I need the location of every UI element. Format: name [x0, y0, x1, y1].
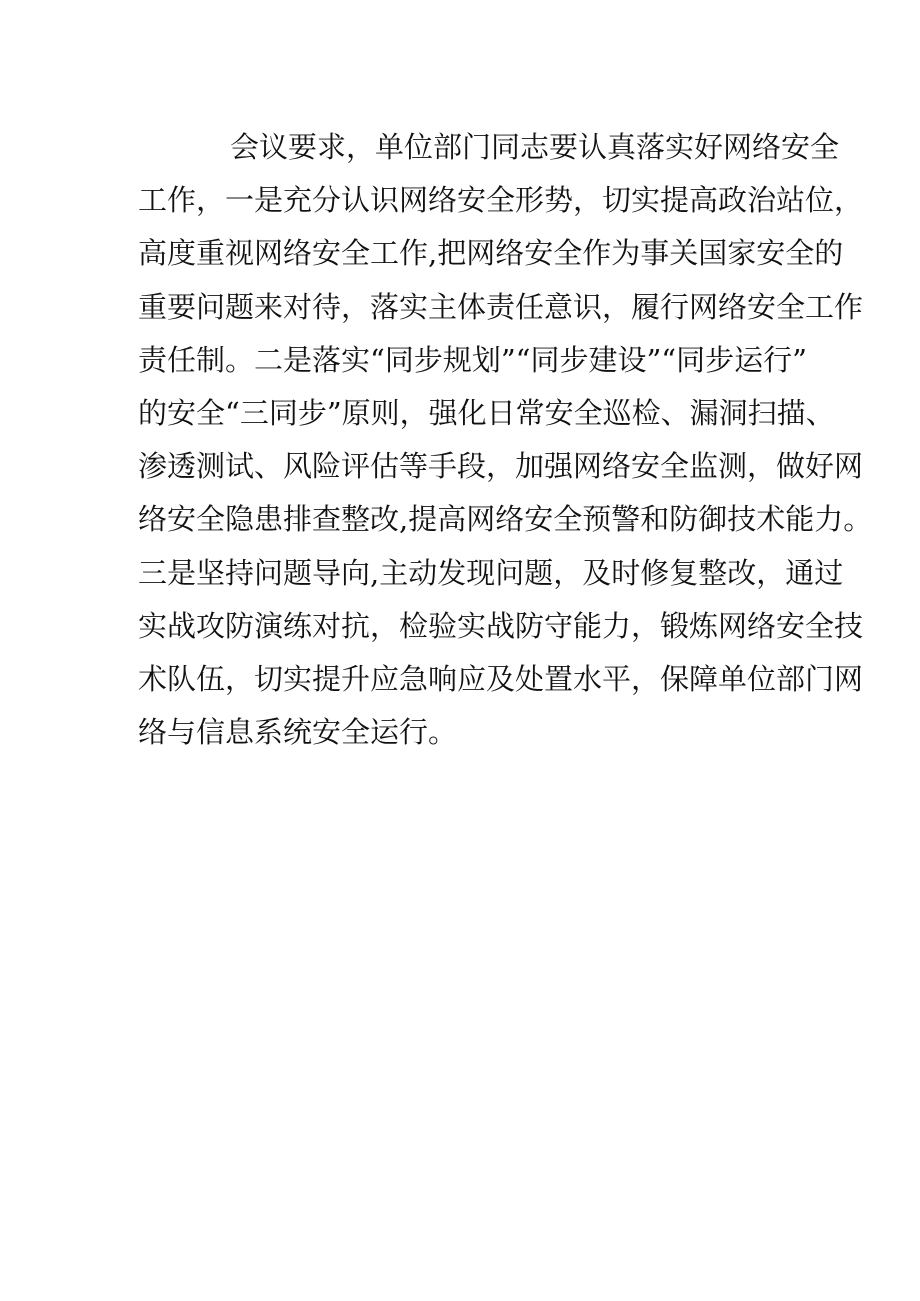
paragraph-line: 实战攻防演练对抗，检验实战防守能力，锻炼网络安全技	[138, 608, 864, 643]
body-paragraph	[138, 121, 873, 759]
paragraph-line: 的安全“三同步”原则，强化日常安全巡检、漏洞扫描、	[138, 395, 835, 430]
paragraph-line: 工作，一是充分认识网络安全形势，切实提高政治站位，	[138, 183, 864, 218]
paragraph-line: 术队伍，切实提升应急响应及处置水平，保障单位部门网	[138, 661, 864, 696]
paragraph-line: 高度重视网络安全工作,把网络安全作为事关国家安全的	[138, 236, 844, 271]
paragraph-line: 三是坚持问题导向,主动发现问题，及时修复整改，通过	[138, 555, 844, 590]
paragraph-line: 渗透测试、风险评估等手段，加强网络安全监测，做好网	[138, 449, 864, 484]
paragraph-line: 责任制。二是落实“同步规划”“同步建设”“同步运行”	[138, 342, 807, 377]
paragraph-line: 重要问题来对待，落实主体责任意识，履行网络安全工作	[138, 289, 864, 324]
paragraph-line: 络安全隐患排查整改,提高网络安全预警和防御技术能力。	[138, 502, 873, 537]
paragraph-line: 络与信息系统安全运行。	[138, 715, 458, 750]
paragraph-line: 会议要求，单位部门同志要认真落实好网络安全	[230, 130, 840, 164]
